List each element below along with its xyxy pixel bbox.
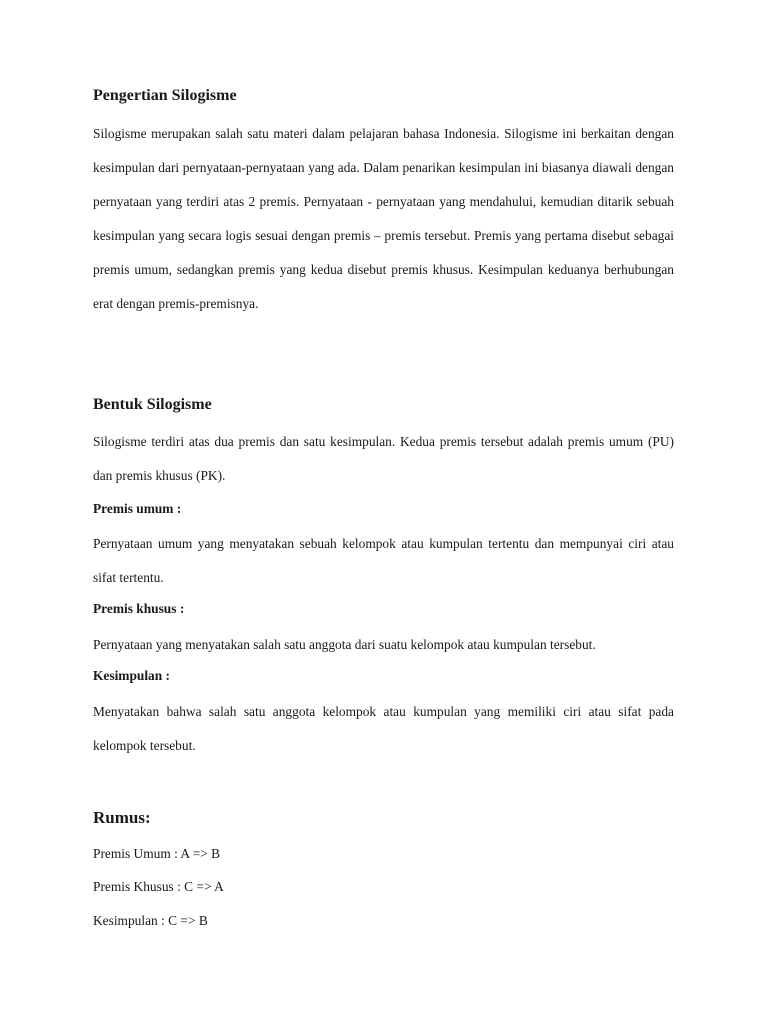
label-kesimpulan: Kesimpulan : bbox=[93, 668, 171, 683]
section-title-rumus: Rumus: bbox=[93, 808, 151, 827]
paragraph-pengertian: Silogisme merupakan salah satu materi dalam pelajaran bahasa Indonesia. Silogisme ini berkaitan dengan kesimpulan dari pernyataan-pernyataan yang ada. Dalam penarikan kesimpulan ini biasanya diawali dengan pernyataan yang terdiri atas 2 premis. Pernyataan - pernyataan yang mendahului, kemudian ditarik sebuah kesimpulan yang secara logis sesuai dengan premis – premis tersebut. Premis yang pertama disebut sebagai premis umum, sedangkan premis yang kedua disebut premis khusus. Kesimpulan keduanya berhubungan erat dengan premis-premisnya. bbox=[93, 126, 674, 311]
paragraph-premis-khusus: Pernyataan yang menyatakan salah satu anggota dari suatu kelompok atau kumpulan tersebut. bbox=[93, 637, 596, 652]
paragraph-bentuk-intro: Silogisme terdiri atas dua premis dan satu kesimpulan. Kedua premis tersebut adalah premis umum (PU) dan premis khusus (PK). bbox=[93, 434, 674, 483]
section-title-bentuk: Bentuk Silogisme bbox=[93, 396, 212, 413]
rumus-line-kesimpulan: Kesimpulan : C => B bbox=[93, 913, 208, 928]
rumus-line-premis-umum: Premis Umum : A => B bbox=[93, 846, 221, 861]
paragraph-premis-umum: Pernyataan umum yang menyatakan sebuah kelompok atau kumpulan tertentu dan mempunyai ciri atau sifat tertentu. bbox=[93, 536, 674, 585]
rumus-line-premis-khusus: Premis Khusus : C => A bbox=[93, 879, 224, 894]
label-premis-khusus: Premis khusus : bbox=[93, 601, 185, 616]
section-title-pengertian: Pengertian Silogisme bbox=[93, 87, 237, 104]
paragraph-kesimpulan: Menyatakan bahwa salah satu anggota kelompok atau kumpulan yang memiliki ciri atau sifat pada kelompok tersebut. bbox=[93, 704, 674, 753]
label-premis-umum: Premis umum : bbox=[93, 501, 182, 516]
